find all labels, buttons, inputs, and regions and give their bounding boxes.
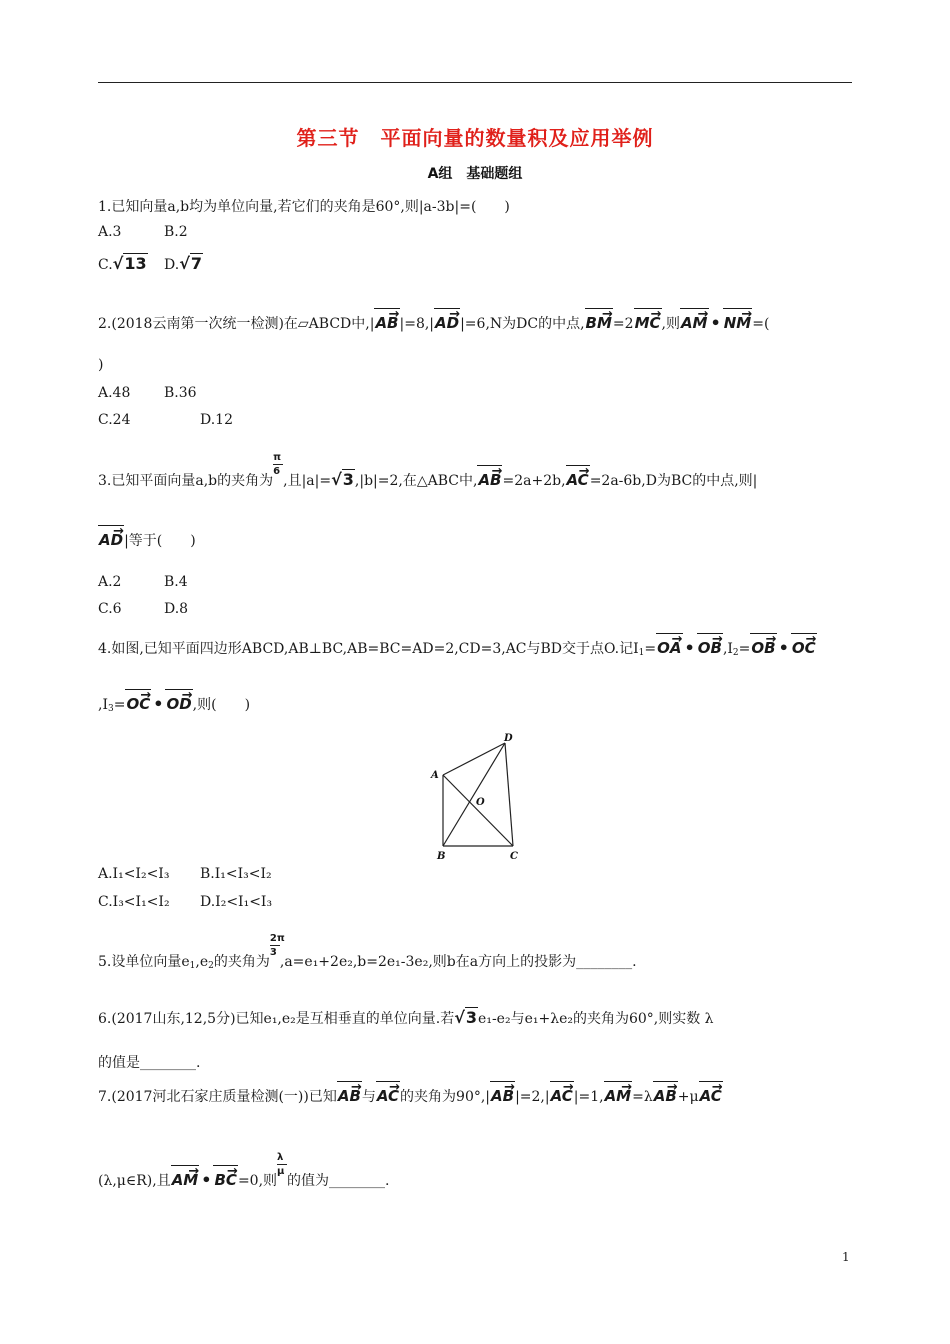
q1-stem: 1.已知向量a,b均为单位向量,若它们的夹角是60°,则|a-3b|=( ) [98, 199, 510, 215]
q6-stem-2: 的值是________. [98, 1055, 201, 1071]
q3-stem-2: AD →|等于( ) [98, 530, 196, 550]
q3-option-c: C.6 [98, 601, 122, 617]
q4-option-d: D.I₂<I₁<I₃ [200, 894, 273, 910]
section-title: 第三节 平面向量的数量积及应用举例 [296, 126, 654, 150]
label-c: C [510, 851, 518, 862]
label-d: D [504, 733, 513, 744]
q1-option-c: C.√13 [98, 254, 147, 273]
header-rule [98, 82, 852, 83]
q3-option-d: D.8 [164, 601, 189, 617]
q1-option-a: A.3 [98, 224, 122, 240]
q7-stem-2: (λ,μ∈R),且AM → • BC →=0,则 $\frac{\lambda}{\mu}$ 的值为________. [98, 1170, 389, 1190]
label-b: B [437, 851, 446, 862]
q3-option-a: A.2 [98, 574, 122, 590]
q2-option-d: D.12 [200, 412, 233, 428]
label-o: O [476, 797, 485, 808]
label-a: A [431, 770, 439, 781]
q6-stem: 6.(2017山东,12,5分)已知e₁,e₂是互相垂直的单位向量.若√3e₁-e₂与e₁+λe₂的夹角为60°,则实数 λ [98, 1008, 714, 1027]
segment-cd [505, 743, 513, 846]
q4-option-a: A.I₁<I₂<I₃ [98, 866, 170, 882]
q2-option-a: A.48 [98, 385, 131, 401]
group-subtitle: A组 基础题组 [427, 166, 523, 182]
q4-stem-2: $,I_3=OC$ → • OD →,则( ) [98, 694, 250, 714]
page-number: 1 [842, 1250, 850, 1264]
q3-option-b: B.4 [164, 574, 188, 590]
q2-option-c: C.24 [98, 412, 131, 428]
q7-stem: 7.(2017河北石家庄质量检测(一))已知AB →与AC →的夹角为90°,|AB →|=2,|AC →|=1,AM →=λAB →+μAC → [98, 1086, 723, 1106]
q3-stem: 3.已知平面向量a,b的夹角为 $\frac{\pi}{6}$ ,且|a|=√3,|b|=2,在△ABC中,AB →=2a+2b,AC →=2a-6b,D为BC的中点,则| [98, 470, 757, 490]
q1-option-b: B.2 [164, 224, 188, 240]
diagonal-ac [443, 775, 513, 846]
quadrilateral-figure [425, 728, 535, 863]
q4-stem: 4.如图,已知平面四边形ABCD,AB⊥BC,AB=BC=AD=2,CD=3,AC与BD交于点O.记$I_1=OA$ → • OB $\to,I_2=OB$ → • OC → [98, 638, 817, 658]
q5-stem: 5.设单位向量$e_1,e_2$的夹角为 $\frac{2\pi}{3}$ ,a=e₁+2e₂,b=2e₁-3e₂,则b在a方向上的投影为________. [98, 933, 637, 971]
q4-option-b: B.I₁<I₃<I₂ [200, 866, 272, 882]
q2-option-b: B.36 [164, 385, 197, 401]
q2-stem-close: ) [98, 357, 104, 373]
q1-option-d: D.√7 [164, 254, 202, 273]
q2-stem: 2.(2018云南第一次统一检测)在▱ABCD中,|AB →|=8,|AD →|=6,N为DC的中点,BM →=2MC →,则AM → • NM →=( [98, 313, 769, 333]
q4-option-c: C.I₃<I₁<I₂ [98, 894, 170, 910]
